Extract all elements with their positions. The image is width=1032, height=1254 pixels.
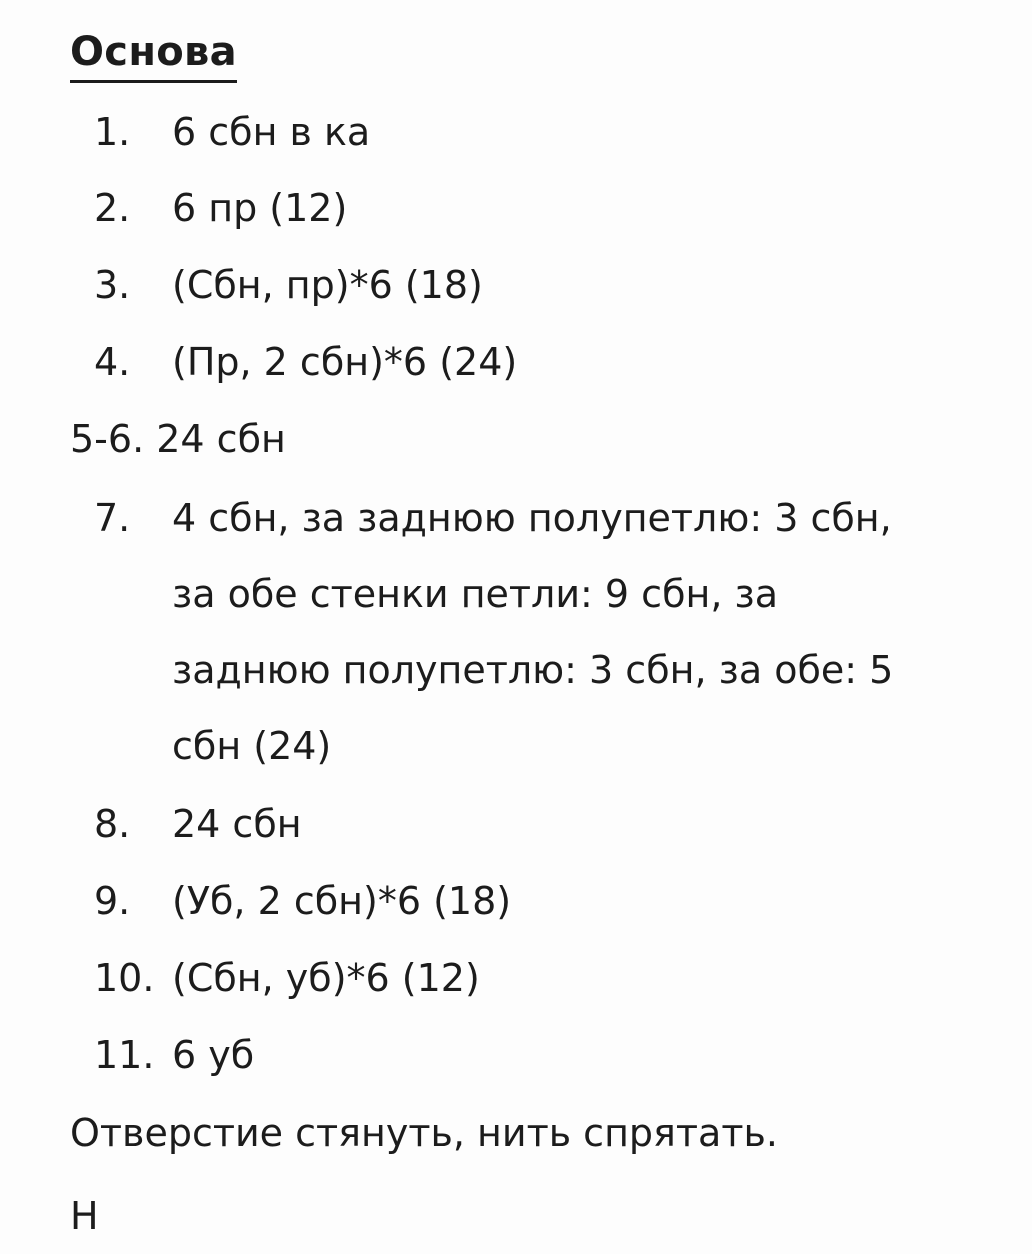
list-item [0,94,1032,170]
list-item [0,786,1032,862]
list-item-text: (Пр, 2 сбн)*6 (24) [172,340,518,384]
list-item-text-line: заднюю полупетлю: 3 сбн, за обе: 5 [172,648,894,692]
list-item [0,940,1032,1016]
list-item-number: 7. [94,496,131,540]
list-item [0,863,1032,939]
list-item-number: 5-6. [70,417,145,461]
section-title: Основа [70,22,237,83]
list-item-text-line: 4 сбн, за заднюю полупетлю: 3 сбн, [172,496,892,540]
list-item-text: 24 сбн [172,802,302,846]
list-item-text: 6 сбн в ка [172,110,371,154]
list-item-number: 9. [94,879,131,923]
list-item-text: (Сбн, уб)*6 (12) [172,956,480,1000]
list-item-text: 6 уб [172,1033,255,1077]
list-item-text: 6 пр (12) [172,186,348,230]
cut-off-next-line: Н [70,1194,99,1238]
list-item-number: 4. [94,340,131,384]
list-item-number: 3. [94,263,131,307]
list-item-number: 2. [94,186,131,230]
list-item [0,480,1032,784]
list-item-text-line: сбн (24) [172,724,332,768]
list-item-number: 8. [94,802,131,846]
footer-note: Отверстие стянуть, нить спрятать. [70,1111,778,1155]
list-item-text: (Сбн, пр)*6 (18) [172,263,483,307]
list-item-number: 11. [94,1033,155,1077]
list-item [0,247,1032,323]
list-item [0,170,1032,246]
list-item [70,401,286,477]
list-item-number: 10. [94,956,155,1000]
list-item-number: 1. [94,110,131,154]
list-item-text: (Уб, 2 сбн)*6 (18) [172,879,512,923]
list-item-text: 24 сбн [156,417,286,461]
list-item [0,1017,1032,1093]
list-item [0,324,1032,400]
list-item-text-line: за обе стенки петли: 9 сбн, за [172,572,778,616]
